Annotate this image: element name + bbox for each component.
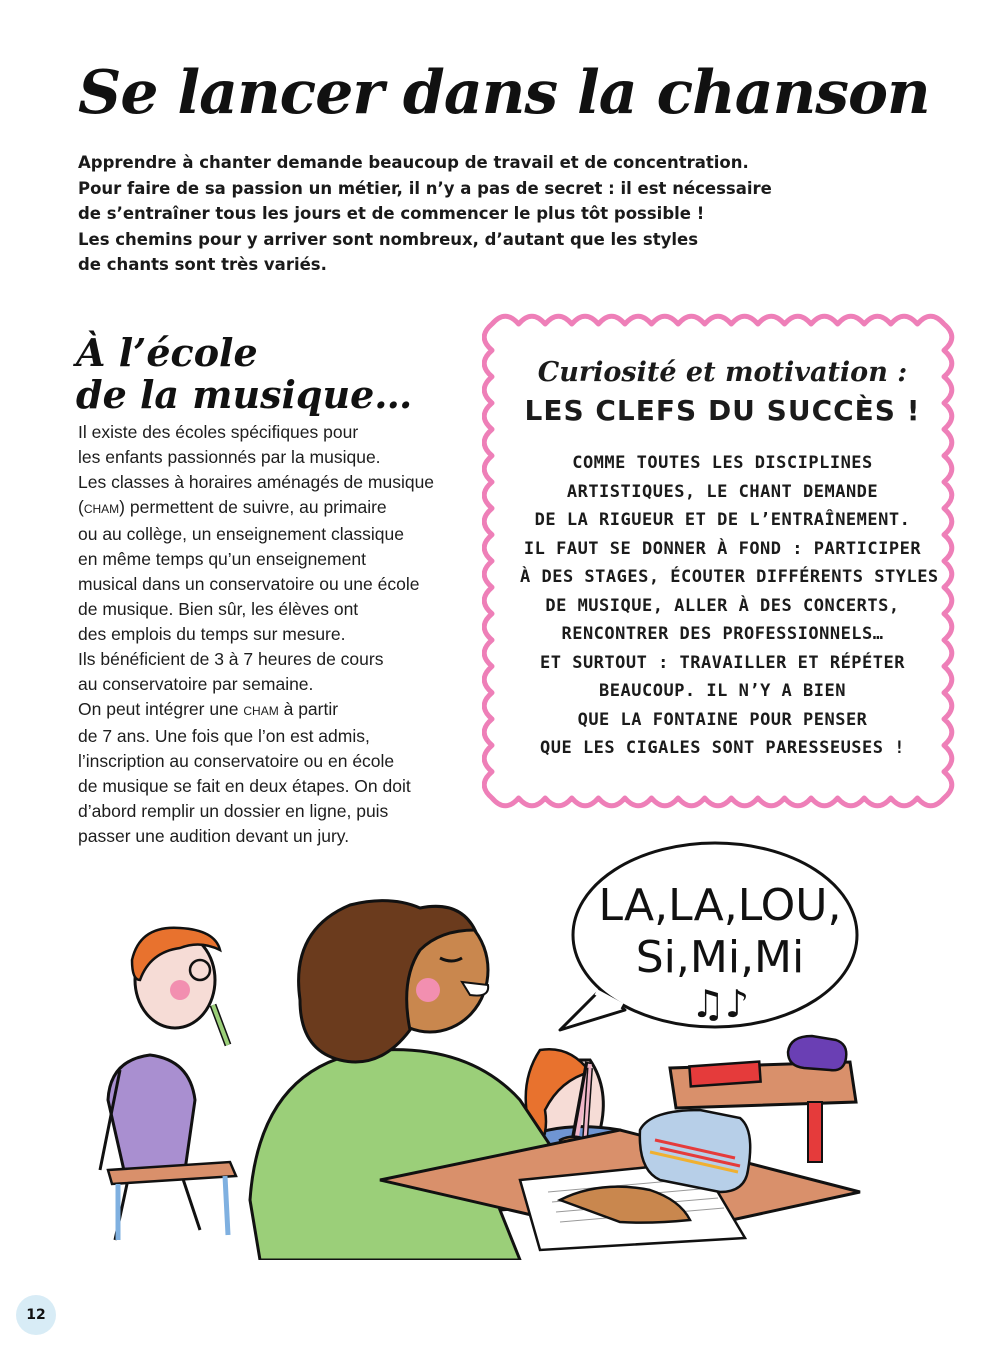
body-line: d’abord remplir un dossier en ligne, puis [78, 801, 389, 821]
callout-subtitle: LES CLEFS DU SUCCÈS ! [524, 394, 921, 427]
page-title: Se lancer dans la chanson [78, 58, 930, 128]
body-line: des emplois du temps sur mesure. [78, 624, 346, 644]
cham-abbreviation: CHAM [243, 704, 279, 718]
body-line: l’inscription au conservatoire ou en école [78, 751, 395, 771]
music-notes-icon: ♫♪ [690, 982, 750, 1026]
page-number: 12 [16, 1295, 56, 1335]
body-line [78, 495, 488, 522]
callout-line: COMME TOUTES LES DISCIPLINES [572, 453, 873, 473]
speech-line: Si,Mi,Mi [635, 932, 805, 983]
body-line: Il existe des écoles spécifiques pour [78, 422, 359, 442]
intro-line: de s’entraîner tous les jours et de commencer le plus tôt possible ! [78, 204, 705, 223]
section-heading [76, 332, 412, 416]
body-line: au conservatoire par semaine. [78, 674, 314, 694]
callout-line: QUE LA FONTAINE POUR PENSER [577, 709, 868, 730]
callout-title: Curiosité et motivation : [537, 357, 908, 388]
callout-line: DE MUSIQUE, ALLER À DES CONCERTS, [545, 595, 900, 616]
body-line: Ils bénéficient de 3 à 7 heures de cours [78, 649, 384, 669]
callout-line: À DES STAGES, ÉCOUTER DIFFÉRENTS STYLES [520, 567, 939, 587]
body-line: passer une audition devant un jury. [78, 826, 350, 846]
body-line: Les classes à horaires aménagés de musique [78, 472, 435, 492]
body-line: musical dans un conservatoire ou une école [78, 574, 420, 594]
student-left-illustration [100, 928, 236, 1240]
body-line: de musique se fait en deux étapes. On doit [78, 776, 411, 796]
callout-line: ARTISTIQUES, LE CHANT DEMANDE [566, 481, 879, 502]
callout-line: ET SURTOUT : TRAVAILLER ET RÉPÉTER [540, 652, 905, 673]
body-text-fragment: à partir [278, 699, 339, 719]
intro-line: Apprendre à chanter demande beaucoup de travail et de concentration. [78, 153, 749, 172]
body-text-fragment: ) permettent de suivre, au primaire [119, 497, 387, 517]
intro-line: Les chemins pour y arriver sont nombreux, d’autant que les styles [78, 229, 699, 249]
intro-line: Pour faire de sa passion un métier, il n’y a pas de secret : il est nécessaire [78, 178, 772, 198]
cham-abbreviation: CHAM [83, 502, 120, 516]
intro-paragraph [78, 150, 818, 278]
callout-line: BEAUCOUP. IL N’Y A BIEN [599, 681, 846, 701]
callout-body [520, 449, 939, 763]
callout-line: RENCONTRER DES PROFESSIONNELS… [561, 624, 884, 644]
body-line [78, 697, 488, 724]
speech-line: LA,LA,LOU, [598, 880, 842, 931]
callout-line: DE LA RIGUEUR ET DE L’ENTRAÎNEMENT. [534, 510, 911, 530]
body-line: ou au collège, un enseignement classique [78, 524, 404, 544]
section-body [78, 420, 488, 849]
body-line: en même temps qu’un enseignement [78, 549, 366, 569]
intro-line: de chants sont très variés. [78, 255, 327, 274]
body-line: de musique. Bien sûr, les élèves ont [78, 599, 359, 619]
body-text-fragment: ( [78, 497, 84, 517]
body-text-fragment: On peut intégrer une [78, 699, 244, 719]
callout-box [520, 355, 939, 763]
callout-line: IL FAUT SE DONNER À FOND : PARTICIPER [523, 538, 922, 559]
body-line: les enfants passionnés par la musique. [78, 447, 381, 467]
callout-line: QUE LES CIGALES SONT PARESSEUSES ! [540, 738, 905, 758]
speech-bubble-text [585, 880, 855, 1024]
section-heading-line: de la musique… [76, 372, 413, 417]
body-line: de 7 ans. Une fois que l’on est admis, [78, 726, 370, 746]
section-heading-line: À l’école [76, 330, 258, 375]
